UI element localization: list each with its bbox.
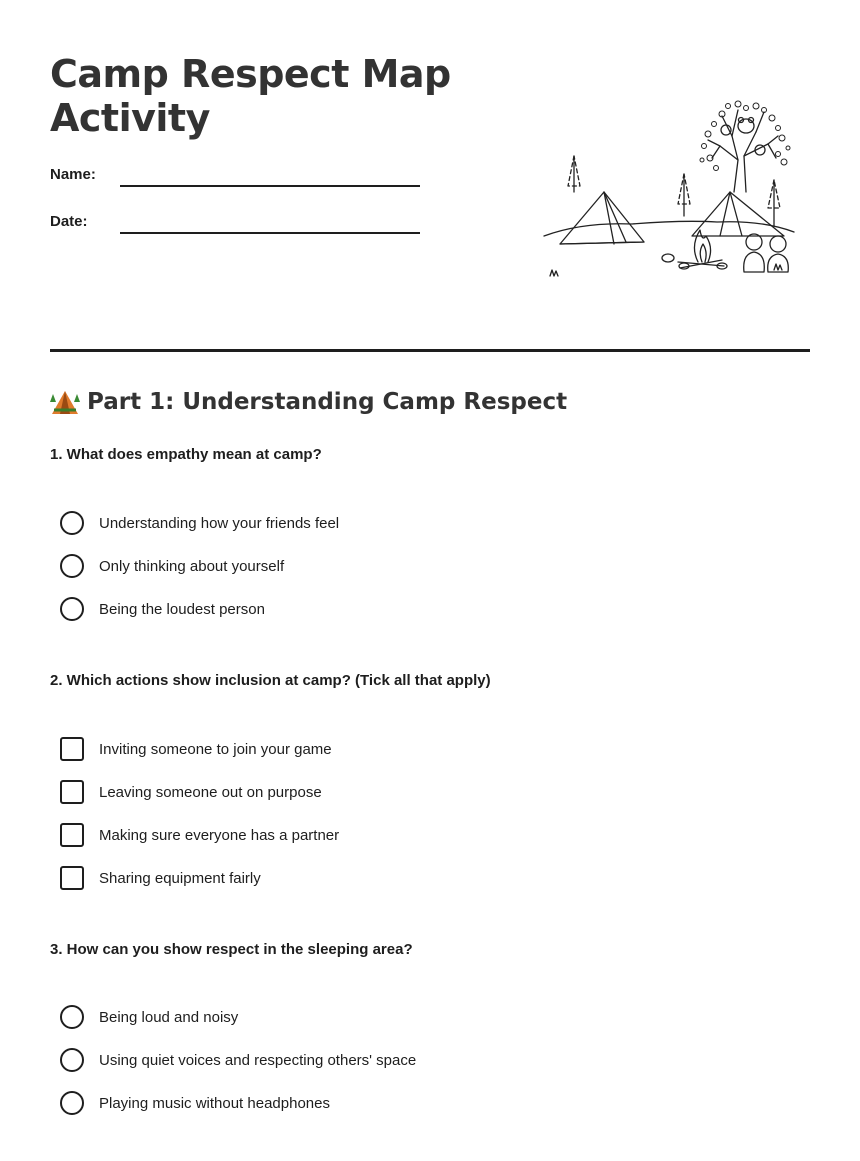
q2-option-2[interactable] [60, 779, 322, 805]
radio-button[interactable] [60, 1005, 84, 1029]
option-label: Being loud and noisy [99, 1008, 239, 1026]
option-label: Leaving someone out on purpose [99, 783, 322, 801]
question-2: 2. Which actions show inclusion at camp? (Tick all that apply) [50, 672, 491, 689]
name-field [50, 166, 420, 190]
option-label: Only thinking about yourself [99, 557, 285, 575]
q3-option-2[interactable] [60, 1047, 416, 1073]
checkbox[interactable] [60, 737, 84, 761]
radio-button[interactable] [60, 597, 84, 621]
radio-button[interactable] [60, 511, 84, 535]
q1-option-2[interactable] [60, 553, 284, 579]
option-label: Understanding how your friends feel [99, 514, 340, 532]
q1-option-3[interactable] [60, 596, 265, 622]
q3-option-1[interactable] [60, 1004, 238, 1030]
question-1: 1. What does empathy mean at camp? [50, 446, 322, 463]
q2-option-4[interactable] [60, 865, 261, 891]
part1-heading [50, 388, 567, 416]
date-field [50, 213, 420, 237]
worksheet-page [50, 0, 810, 1161]
question-3: 3. How can you show respect in the sleeping area? [50, 941, 413, 958]
option-label: Playing music without headphones [99, 1094, 330, 1112]
part1-heading-text: Part 1: Understanding Camp Respect [87, 389, 568, 415]
q1-option-1[interactable] [60, 510, 339, 536]
tent-icon [50, 388, 80, 416]
name-line[interactable] [120, 185, 420, 187]
header-divider [50, 349, 810, 352]
radio-button[interactable] [60, 1091, 84, 1115]
option-label: Using quiet voices and respecting others' space [99, 1051, 417, 1069]
page-title: Camp Respect Map Activity [50, 52, 451, 140]
q2-option-1[interactable] [60, 736, 332, 762]
option-label: Making sure everyone has a partner [99, 826, 340, 844]
option-label: Inviting someone to join your game [99, 740, 332, 758]
date-label: Date: [50, 213, 88, 230]
checkbox[interactable] [60, 823, 84, 847]
radio-button[interactable] [60, 1048, 84, 1072]
checkbox[interactable] [60, 866, 84, 890]
q2-option-3[interactable] [60, 822, 339, 848]
campsite-illustration [542, 96, 798, 282]
checkbox[interactable] [60, 780, 84, 804]
name-label: Name: [50, 166, 96, 183]
date-line[interactable] [120, 232, 420, 234]
option-label: Being the loudest person [99, 600, 265, 618]
radio-button[interactable] [60, 554, 84, 578]
option-label: Sharing equipment fairly [99, 869, 261, 887]
q3-option-3[interactable] [60, 1090, 330, 1116]
